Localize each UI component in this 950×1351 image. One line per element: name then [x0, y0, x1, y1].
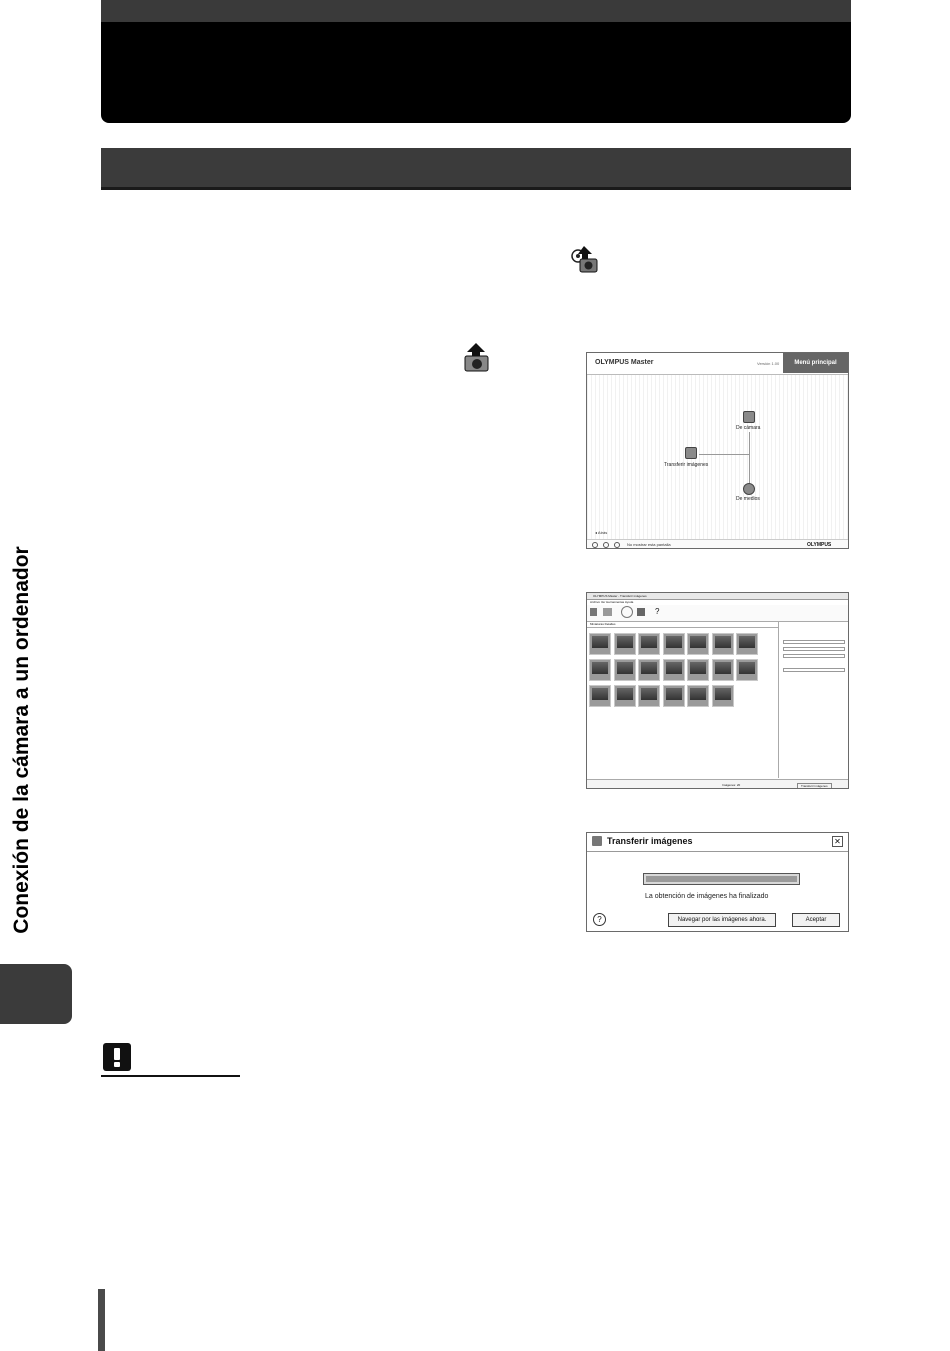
thumbnail[interactable]: [638, 633, 660, 655]
thumbnail[interactable]: [687, 685, 709, 707]
option-field[interactable]: [783, 647, 845, 651]
back-link[interactable]: ◂ Atrás: [595, 530, 608, 535]
transfer-complete-dialog: [586, 832, 849, 932]
olympus-logo: OLYMPUS: [807, 542, 832, 548]
option-field[interactable]: [783, 640, 845, 644]
transfer-images-icon[interactable]: [685, 447, 697, 459]
app-brand: OLYMPUS Master: [595, 359, 654, 366]
hide-screen-checkbox[interactable]: No mostrar esta pantalla: [627, 542, 671, 547]
transfer-progress-fill: [646, 876, 797, 882]
window-toolbar: [587, 605, 848, 622]
transfer-toolbar-icon[interactable]: [621, 606, 633, 618]
menu-toolbar-icon[interactable]: [590, 608, 597, 616]
version-label: Versión 1.00: [757, 361, 780, 366]
transfer-progress-bar: [643, 873, 800, 885]
home-toolbar-icon[interactable]: [603, 608, 612, 616]
camera-upload-icon: [462, 342, 490, 372]
thumbnail[interactable]: [589, 633, 611, 655]
browse-images-button[interactable]: Navegar por las imágenes ahora.: [668, 913, 776, 927]
dialog-message: La obtención de imágenes ha finalizado: [645, 893, 769, 900]
thumbnail[interactable]: [736, 659, 758, 681]
dialog-titlebar: [587, 833, 848, 852]
from-camera-label[interactable]: De cámara: [736, 425, 761, 431]
thumbnail[interactable]: [589, 685, 611, 707]
help-toolbar-icon[interactable]: ?: [655, 607, 660, 616]
thumbnail[interactable]: [663, 659, 685, 681]
close-icon[interactable]: ✕: [832, 836, 843, 847]
thumbnail[interactable]: [614, 685, 636, 707]
thumbnail[interactable]: [712, 685, 734, 707]
chapter-side-title: Conexión de la cámara a un ordenador: [10, 546, 33, 934]
thumbnail[interactable]: [589, 659, 611, 681]
info-icon[interactable]: [592, 542, 598, 548]
warning-underline: [101, 1075, 240, 1077]
page-edge-bar: [98, 1289, 105, 1351]
main-menu-canvas: [587, 375, 848, 539]
dialog-title: Transferir imágenes: [607, 836, 693, 846]
option-field[interactable]: [783, 668, 845, 672]
accept-button[interactable]: Aceptar: [792, 913, 840, 927]
connector-line: [749, 432, 750, 484]
from-media-label[interactable]: De medios: [736, 496, 760, 502]
image-count: Imágenes: 20: [722, 783, 741, 787]
transfer-icon: [592, 836, 602, 846]
chapter-banner: [101, 0, 851, 123]
thumbnail[interactable]: [638, 685, 660, 707]
thumbnail[interactable]: [736, 633, 758, 655]
from-media-icon[interactable]: [743, 483, 755, 495]
thumbnail[interactable]: [663, 633, 685, 655]
thumbnail[interactable]: [712, 659, 734, 681]
settings-icon[interactable]: [603, 542, 609, 548]
thumbnail[interactable]: [614, 659, 636, 681]
help-icon[interactable]: ?: [593, 913, 606, 926]
section-header-bar: [101, 148, 851, 190]
window-menubar[interactable]: Archivo Ver Herramientas Ayuda: [590, 600, 634, 604]
camera-upload-icon: [570, 244, 598, 274]
connector-line: [699, 454, 749, 455]
transfer-images-label[interactable]: Transferir imágenes: [664, 462, 709, 468]
help-icon[interactable]: [614, 542, 620, 548]
thumbnail[interactable]: [687, 659, 709, 681]
main-menu-button[interactable]: Menú principal: [783, 353, 848, 373]
view-tabs[interactable]: Miniaturas Detalles: [587, 622, 778, 628]
thumbnail[interactable]: [614, 633, 636, 655]
option-field[interactable]: [783, 654, 845, 658]
warning-icon: [103, 1043, 131, 1071]
window-statusbar: [587, 779, 848, 789]
chapter-side-tab: [0, 964, 72, 1024]
from-camera-icon[interactable]: [743, 411, 755, 423]
thumbnail[interactable]: [638, 659, 660, 681]
main-menu-header: [587, 353, 848, 375]
thumbnail-grid: [589, 633, 761, 713]
transfer-options-panel: [778, 622, 849, 778]
thumbnail[interactable]: [687, 633, 709, 655]
transfer-window-screenshot: [586, 592, 849, 789]
transfer-images-button[interactable]: Transferir imágenes: [797, 783, 832, 789]
window-titlebar: OLYMPUS Master - Transferir imágenes: [587, 593, 848, 600]
camera-toolbar-icon[interactable]: [637, 608, 645, 616]
thumbnail[interactable]: [663, 685, 685, 707]
main-menu-screenshot: [586, 352, 849, 549]
thumbnail[interactable]: [712, 633, 734, 655]
main-menu-footer: [587, 539, 848, 549]
chapter-banner-stripe: [101, 0, 851, 22]
